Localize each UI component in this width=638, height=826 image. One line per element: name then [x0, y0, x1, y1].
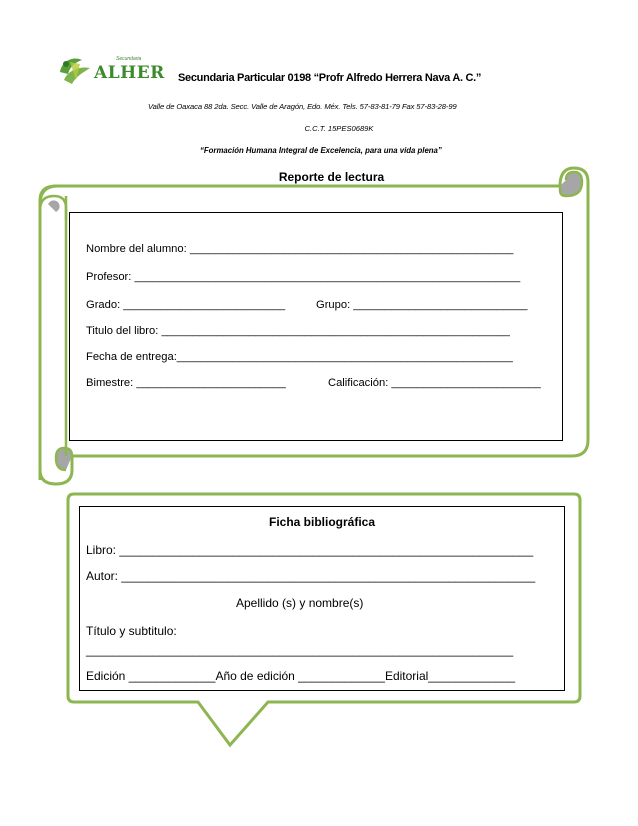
logo-tagline: Secundaria: [116, 56, 142, 62]
field-grado[interactable]: Grado: __________________________: [86, 299, 286, 311]
field-titulo-subtitulo[interactable]: ________________________________________________________________: [86, 643, 514, 657]
field-edicion[interactable]: Edición _____________Año de edición _____________Editorial_____________: [86, 669, 516, 683]
field-grupo[interactable]: Grupo: ____________________________: [316, 299, 528, 311]
logo-brand-text: ALHER: [94, 63, 165, 83]
bibliographic-title: Ficha bibliográfica: [268, 515, 376, 529]
field-titulo-libro[interactable]: Titulo del libro: ________________________________________________________: [86, 325, 510, 337]
field-libro[interactable]: Libro: ______________________________________________________________: [86, 543, 534, 557]
report-title: Reporte de lectura: [278, 170, 385, 184]
logo-emblem-icon: [56, 50, 96, 90]
field-fecha-entrega[interactable]: Fecha de entrega:______________________________________________________: [86, 351, 513, 363]
field-profesor[interactable]: Profesor: ______________________________________________________________: [86, 271, 521, 283]
field-nombre[interactable]: Nombre del alumno: ____________________________________________________: [86, 243, 514, 255]
school-motto: “Formación Humana Integral de Excelencia, para una vida plena”: [200, 146, 442, 155]
apellido-label: Apellido (s) y nombre(s): [236, 596, 364, 610]
titulo-subtitulo-label: Título y subtitulo:: [86, 624, 177, 638]
field-calificacion[interactable]: Calificación: ________________________: [328, 377, 541, 389]
field-bimestre[interactable]: Bimestre: ________________________: [86, 377, 286, 389]
student-info-box: [69, 212, 563, 441]
school-cct: C.C.T. 15PES0689K: [304, 124, 374, 133]
bibliographic-box: [79, 506, 565, 691]
school-address: Valle de Oaxaca 88 2da. Secc. Valle de Aragón, Edo. Méx. Tels. 57-83-81-79 Fax 57-83-28-99: [148, 102, 457, 111]
school-name: Secundaria Particular 0198 “Profr Alfredo Herrera Nava A. C.”: [178, 72, 482, 84]
field-autor[interactable]: Autor: ______________________________________________________________: [86, 569, 536, 583]
